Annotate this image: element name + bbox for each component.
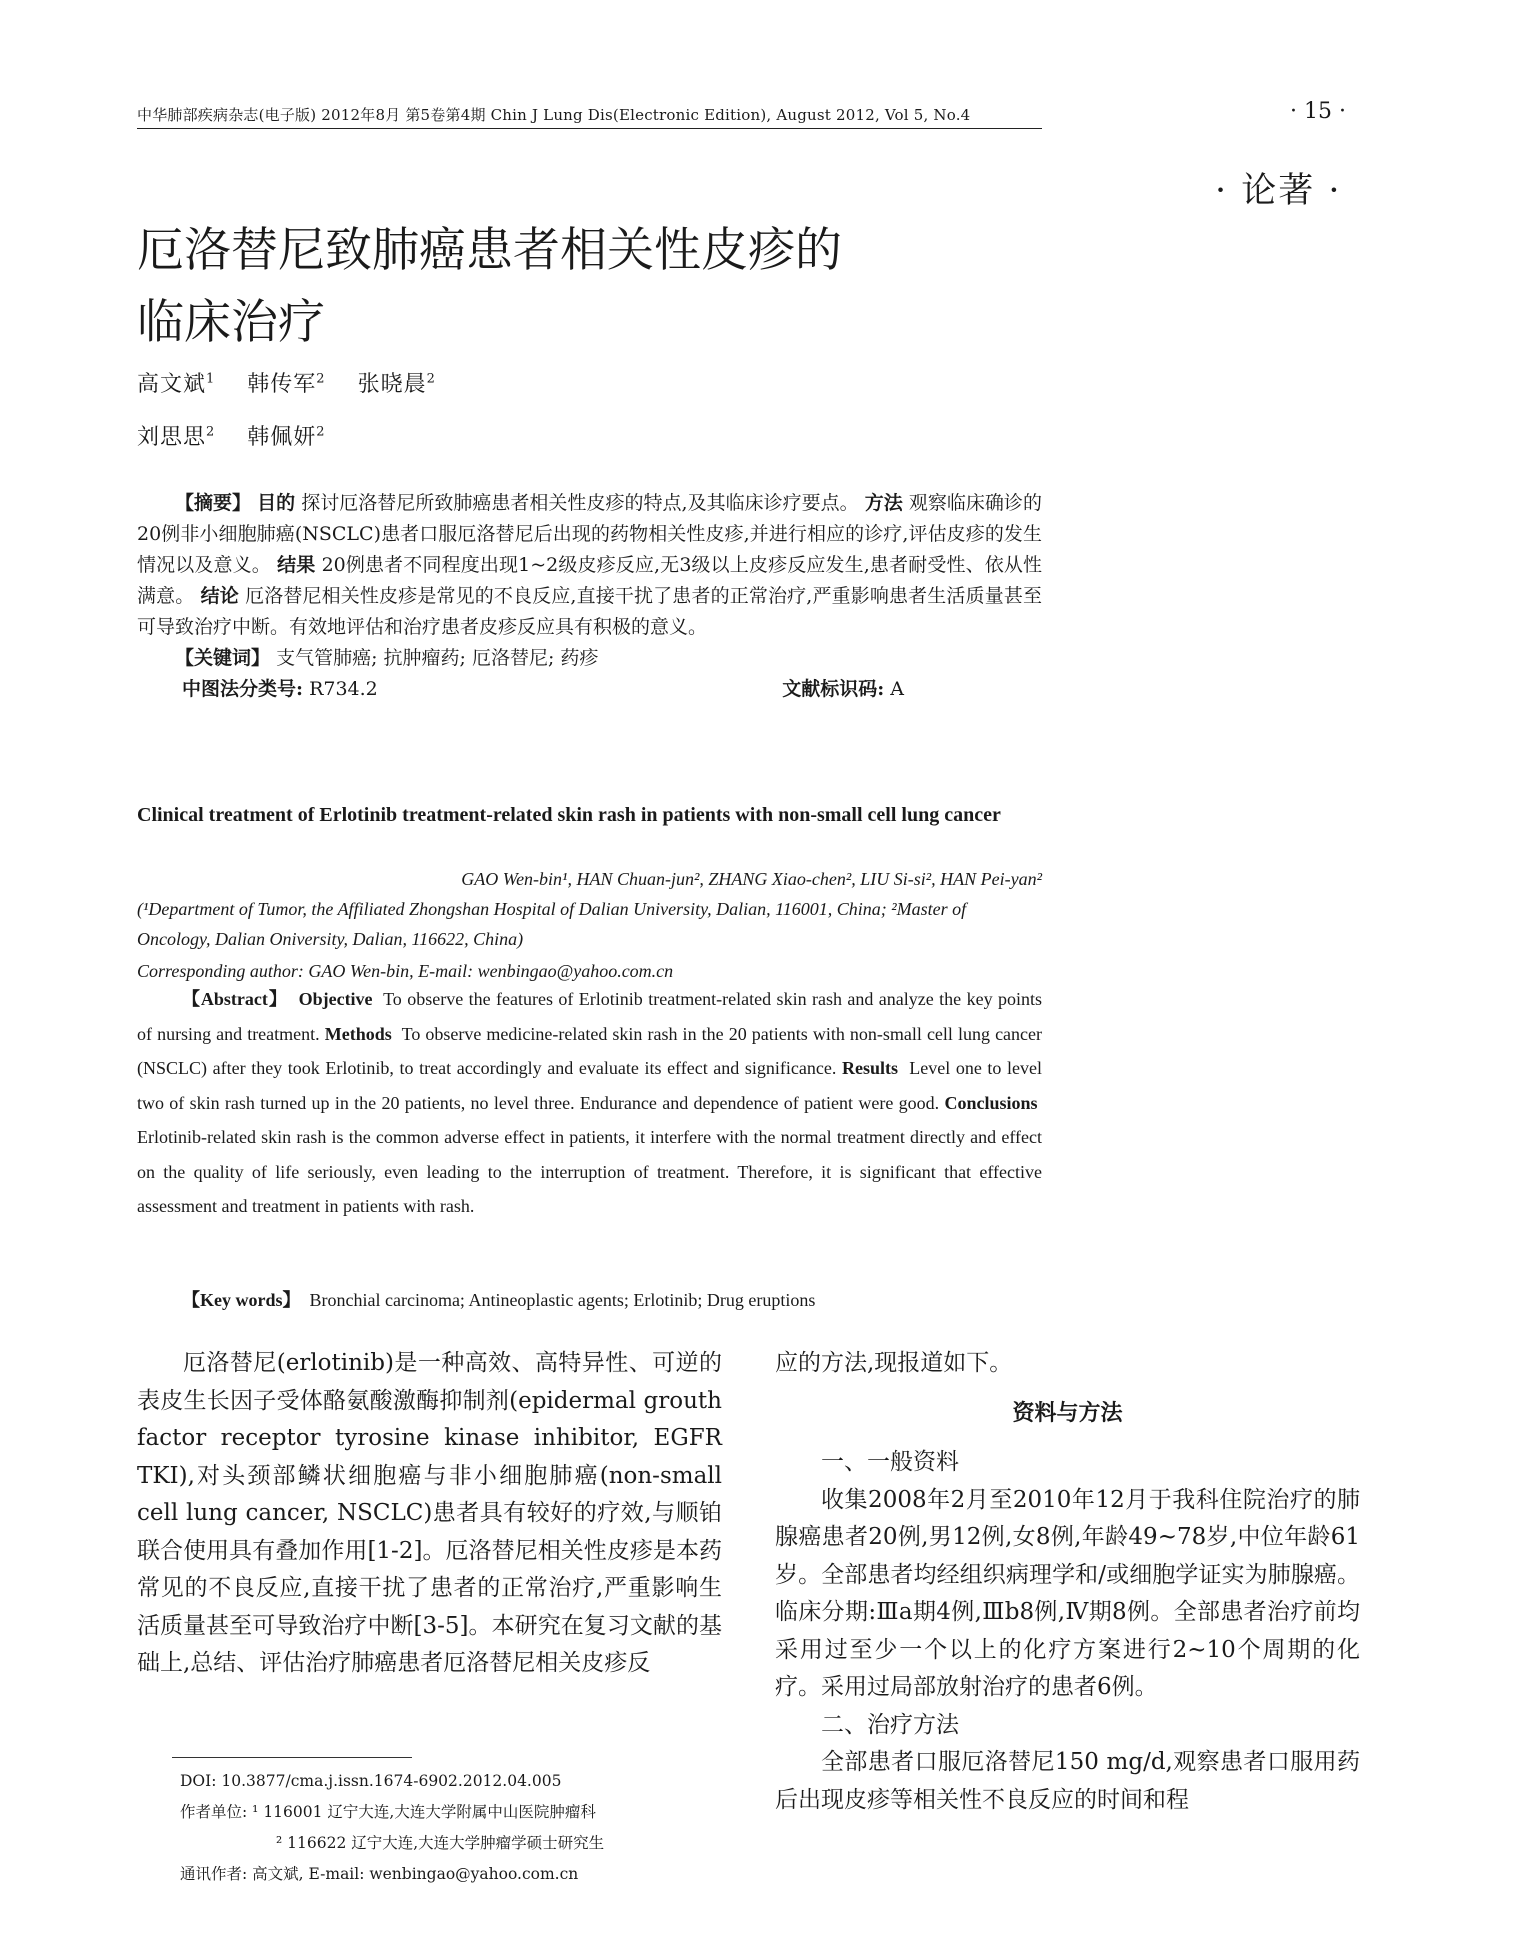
english-title: Clinical treatment of Erlotinib treatment-related skin rash in patients with non-small cell lung cancer — [137, 804, 1001, 826]
unit-line-1 — [180, 1797, 740, 1828]
clc-value: R734.2 — [309, 678, 378, 700]
abstract-cn — [137, 488, 1042, 705]
footnote-divider — [172, 1757, 412, 1758]
keywords-en-text: Bronchial carcinoma; Antineoplastic agents; Erlotinib; Drug eruptions — [309, 1290, 816, 1310]
corr-line — [180, 1859, 740, 1890]
english-abstract — [137, 982, 1042, 1224]
conclusion-text: 厄洛替尼相关性皮疹是常见的不良反应,直接干扰了患者的正常治疗,严重影响患者生活质量甚至可导致治疗中断。有效地评估和治疗患者皮疹反应具有积极的意义。 — [137, 585, 1042, 638]
unit-label: 作者单位: — [180, 1803, 248, 1821]
english-corresponding: Corresponding author: GAO Wen-bin, E-mail: wenbingao@yahoo.com.cn — [137, 961, 674, 981]
author-sup: 2 — [206, 424, 216, 440]
author-name: 韩传军 — [247, 372, 317, 397]
doc-label: 文献标识码: — [782, 678, 885, 700]
objective-en-text: To observe the features of Erlotinib treatment-related skin rash and analyze the key points of nursing and treatment. — [137, 989, 1042, 1044]
doc-line — [782, 674, 904, 705]
journal-header: 中华肺部疾病杂志(电子版) 2012年8月 第5卷第4期 Chin J Lung Dis(Electronic Edition), August 2012, Vol 5, No.4 — [137, 104, 1042, 129]
body-left-paragraph: 厄洛替尼(erlotinib)是一种高效、高特异性、可逆的表皮生长因子受体酪氨酸激酶抑制剂(epidermal grouth factor receptor tyrosine kinase inhibitor, EGFR TKI),对头颈部鳞状细胞癌与非小细胞肺癌(non-small cell lung cancer, NSCLC)患者具有较好的疗效,与顺铂联合使用具有叠加作用[1-2]。厄洛替尼相关性皮疹是本药常见的不良反应,直接干扰了患者的正常治疗,严重影响生活质量甚至可导致治疗中断[3-5]。本研究在复习文献的基础上,总结、评估治疗肺癌患者厄洛替尼相关皮疹反 — [137, 1350, 722, 1676]
doi-line: DOI: 10.3877/cma.j.issn.1674-6902.2012.04.005 — [180, 1772, 562, 1790]
methods-en-text: To observe medicine-related skin rash in the 20 patients with non-small cell lung cancer (NSCLC) after they took Erlotinib, to treat accordingly and evaluate its effect and significance. — [137, 1023, 1043, 1078]
footnotes — [180, 1766, 740, 1890]
keywords-en-label: 【Key words】 — [182, 1290, 301, 1310]
author-name: 韩佩妍 — [247, 425, 317, 450]
results-en-text: Level one to level two of skin rash turned up in the 20 patients, no level three. Endurance and dependence of patient were good. — [137, 1058, 1043, 1113]
author-sup: 2 — [426, 371, 436, 387]
abstract-en-label: 【Abstract】 — [182, 989, 288, 1009]
english-keywords — [182, 1286, 815, 1312]
unit-2: ² 116622 辽宁大连,大连大学肿瘤学硕士研究生 — [276, 1834, 605, 1852]
abstract-label: 【摘要】 — [175, 492, 252, 514]
methods-label: 方法 — [864, 492, 903, 514]
author-name: 张晓晨 — [357, 372, 427, 397]
objective-text: 探讨厄洛替尼所致肺癌患者相关性皮疹的特点,及其临床诊疗要点。 — [301, 492, 859, 514]
conclusion-label: 结论 — [200, 585, 239, 607]
body-right-column — [775, 1345, 1360, 1819]
methods-text: 观察临床确诊的20例非小细胞肺癌(NSCLC)患者口服厄洛替尼后出现的药物相关性皮疹,并进行相应的诊疗,评估皮疹的发生情况以及意义。 — [137, 492, 1042, 576]
corr-label: 通讯作者: — [180, 1865, 248, 1883]
author-sup: 1 — [206, 371, 216, 387]
clc-line — [182, 674, 378, 705]
results-label: 结果 — [277, 554, 316, 576]
author-name: 高文斌 — [137, 372, 207, 397]
author-sup: 2 — [316, 371, 326, 387]
author-sup: 2 — [316, 424, 326, 440]
conclusions-en-label: Conclusions — [944, 1092, 1038, 1113]
objective-label: 目的 — [257, 492, 296, 514]
corr-value: 高文斌, E-mail: wenbingao@yahoo.com.cn — [252, 1865, 579, 1883]
conclusions-en-text: Erlotinib-related skin rash is the common adverse effect in patients, it interfere with the normal treatment directly and effect on the quality of life seriously, even leading to the interruption of treatment. Therefore, it is significant that effective assessment and treatment in patients with rash. — [137, 1127, 1042, 1216]
section-tag: · 论著 · — [1215, 171, 1342, 211]
authors-line-1 — [137, 367, 436, 398]
treatment-paragraph: 全部患者口服厄洛替尼150 mg/d,观察患者口服用药后出现皮疹等相关性不良反应的时间和程 — [775, 1749, 1360, 1813]
author-name: 刘思思 — [137, 425, 207, 450]
title-line-2: 临床治疗 — [137, 295, 325, 350]
page-number: · 15 · — [1290, 99, 1346, 124]
english-affiliation: (¹Department of Tumor, the Affiliated Zhongshan Hospital of Dalian University, Dalian, 116001, China; ²Master of Oncology, Dalian Oniversity, Dalian, 116622, China) — [137, 899, 967, 949]
general-info-paragraph: 收集2008年2月至2010年12月于我科住院治疗的肺腺癌患者20例,男12例,女8例,年龄49~78岁,中位年龄61岁。全部患者均经组织病理学和/或细胞学证实为肺腺癌。临床分期:Ⅲa期4例,Ⅲb8例,Ⅳ期8例。全部患者治疗前均采用过至少一个以上的化疗方案进行2~10个周期的化疗。采用过局部放射治疗的患者6例。 — [775, 1486, 1360, 1700]
methods-en-label: Methods — [324, 1023, 392, 1044]
continued-text: 应的方法,现报道如下。 — [775, 1350, 1013, 1376]
subheading-treatment: 二、治疗方法 — [821, 1711, 959, 1738]
unit-1: ¹ 116001 辽宁大连,大连大学附属中山医院肿瘤科 — [252, 1803, 596, 1821]
keywords-label: 【关键词】 — [175, 647, 271, 669]
subheading-general: 一、一般资料 — [821, 1449, 959, 1475]
title-line-1: 厄洛替尼致肺癌患者相关性皮疹的 — [137, 223, 842, 278]
results-en-label: Results — [842, 1058, 899, 1078]
keywords-text: 支气管肺癌; 抗肿瘤药; 厄洛替尼; 药疹 — [276, 647, 599, 669]
authors-line-2 — [137, 420, 326, 451]
clc-label: 中图法分类号: — [182, 678, 304, 700]
doc-value: A — [890, 678, 904, 700]
objective-en-label: Objective — [298, 989, 373, 1009]
article-title — [137, 215, 842, 359]
results-text: 20例患者不同程度出现1~2级皮疹反应,无3级以上皮疹反应发生,患者耐受性、依从性满意。 — [137, 554, 1042, 607]
english-authors: GAO Wen-bin¹, HAN Chuan-jun², ZHANG Xiao-chen², LIU Si-si², HAN Pei-yan² — [461, 869, 1042, 889]
methods-heading: 资料与方法 — [1012, 1400, 1123, 1426]
